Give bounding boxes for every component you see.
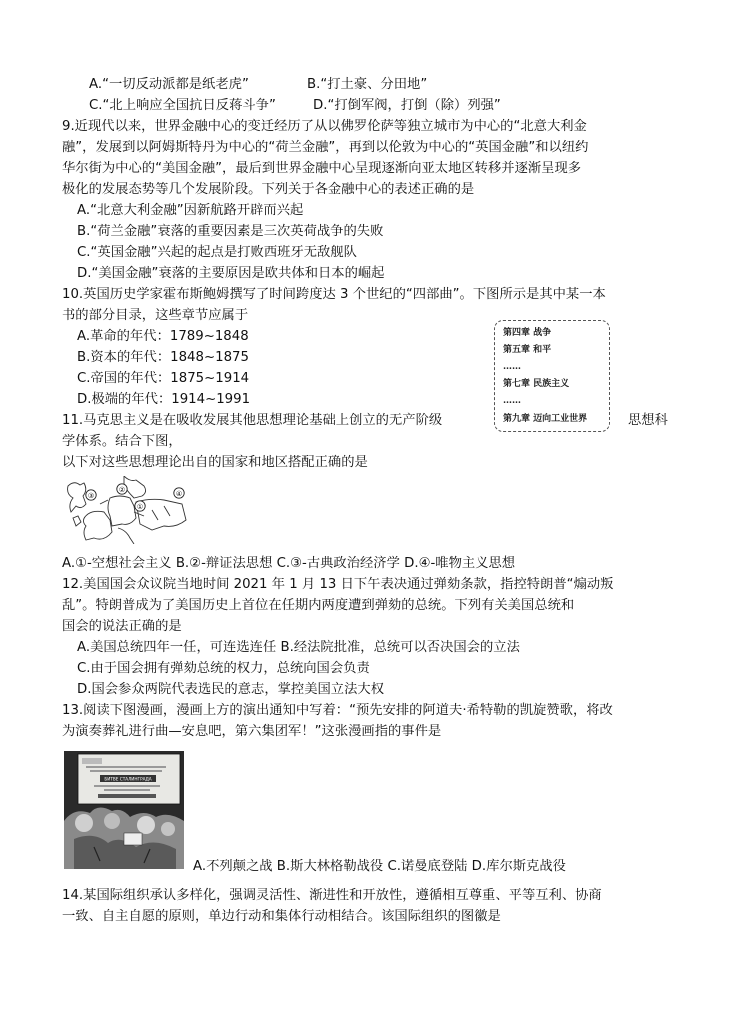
q9-stem-line: 9.近现代以来，世界金融中心的变迁经历了从以佛罗伦萨等独立城市为中心的“北意大利金 <box>62 119 587 134</box>
q9-option: A.“北意大利金融”因新航路开辟而兴起 <box>77 203 304 218</box>
q13-stem-line: 13.阅读下图漫画，漫画上方的演出通知中写着：“预先安排的阿道夫·希特勒的凯旋赞歌，将改 <box>62 703 613 718</box>
britain-outline <box>68 483 86 512</box>
map-label-4: ④ <box>175 490 183 498</box>
stalingrad-cartoon <box>64 751 184 869</box>
q12-option: D.国会参众两院代表选民的意志，掌控美国立法大权 <box>77 682 384 697</box>
q11-options: A.①-空想社会主义 B.②-辩证法思想 C.③-古典政治经济学 D.④-唯物主义思想 <box>62 556 516 571</box>
cartoon-svg <box>64 751 184 869</box>
q10-option: D.极端的年代：1914~1991 <box>77 392 251 407</box>
toc-ellipsis: …… <box>503 396 521 406</box>
q14-stem-line: 14.某国际组织承认多样化，强调灵活性、渐进性和开放性，遵循相互尊重、平等互利、协商 <box>62 888 602 903</box>
q9-option: B.“荷兰金融”衰落的重要因素是三次英荷战争的失败 <box>77 224 384 239</box>
italy-outline <box>118 528 134 544</box>
q12-stem-line: 12.美国国会众议院当地时间 2021 年 1 月 13 日下午表决通过弹劾条款，指控特朗普“煽动叛 <box>62 577 614 592</box>
toc-entry: 第五章 和平 <box>503 345 552 355</box>
q11-stem-left: 11.马克思主义是在吸收发展其他思想理论基础上创立的无产阶级 <box>62 413 443 428</box>
ireland-outline <box>73 516 81 526</box>
q10-option: B.资本的年代：1848~1875 <box>77 350 249 365</box>
q10-stem-line: 10.英国历史学家霍布斯鲍姆撰写了时间跨度达 3 个世纪的“四部曲”。下图所示是其中某一本 <box>62 287 606 302</box>
q9-stem-line: 华尔街为中心的“美国金融”，最后到世界金融中心呈现逐渐向亚太地区转移并逐渐呈现多 <box>62 161 582 176</box>
europe-map <box>64 476 190 544</box>
q10-option: A.革命的年代：1789~1848 <box>77 329 249 344</box>
q9-option: C.“英国金融”兴起的起点是打败西班牙无敌舰队 <box>77 245 357 260</box>
map-label-1: ① <box>136 503 144 511</box>
toc-entry: 第四章 战争 <box>503 328 552 338</box>
q9-stem-line: 极化的发展态势等几个发展阶段。下列关于各金融中心的表述正确的是 <box>62 182 475 197</box>
q8-option-d: D.“打倒军阀，打倒（除）列强” <box>313 98 501 113</box>
europe-map-svg <box>64 476 190 544</box>
map-label-3: ③ <box>87 492 95 500</box>
q8-option-b: B.“打土豪、分田地” <box>307 77 428 92</box>
q11-stem-line: 以下对这些思想理论出自的国家和地区搭配正确的是 <box>62 455 368 470</box>
q12-option: C.由于国会拥有弹劾总统的权力，总统向国会负责 <box>77 661 370 676</box>
toc-entry: 第九章 迈向工业世界 <box>503 414 588 424</box>
poster-title: БИТВЕ СТАЛИНГРАДА <box>104 776 152 782</box>
q8-option-c: C.“北上响应全国抗日反蒋斗争” <box>89 98 276 113</box>
germany-outline <box>108 496 136 526</box>
q11-stem-line: 学体系。结合下图， <box>62 434 182 449</box>
q8-option-a: A.“一切反动派都是纸老虎” <box>89 77 249 92</box>
q12-stem-line: 乱”。特朗普成为了美国历史上首位在任期内两度遭到弹劾的总统。下列有关美国总统和 <box>62 598 575 613</box>
q14-stem-line: 一致、自主自愿的原则，单边行动和集体行动相结合。该国际组织的图徽是 <box>62 909 501 924</box>
q10-option: C.帝国的年代：1875~1914 <box>77 371 250 386</box>
q13-stem-line: 为演奏葬礼进行曲—安息吧，第六集团军！”这张漫画指的事件是 <box>62 724 442 739</box>
toc-ellipsis: …… <box>503 362 521 372</box>
toc-entry: 第七章 民族主义 <box>503 379 570 389</box>
q9-option: D.“美国金融”衰落的主要原因是欧共体和日本的崛起 <box>77 266 385 281</box>
q12-option: A.美国总统四年一任，可连选连任 B.经法院批准，总统可以否决国会的立法 <box>77 640 520 655</box>
france-outline <box>83 511 112 540</box>
q11-stem-right: 思想科 <box>628 413 668 428</box>
map-label-2: ② <box>118 486 126 494</box>
q12-stem-line: 国会的说法正确的是 <box>62 619 182 634</box>
q13-options: A.不列颠之战 B.斯大林格勒战役 C.诺曼底登陆 D.库尔斯克战役 <box>193 859 566 874</box>
q10-stem-line: 书的部分目录，这些章节应属于 <box>62 308 249 323</box>
book-contents-box <box>494 320 610 432</box>
q9-stem-line: 融”，发展到以阿姆斯特丹为中心的“荷兰金融”，再到以伦敦为中心的“英国金融”和以纽约 <box>62 140 589 155</box>
